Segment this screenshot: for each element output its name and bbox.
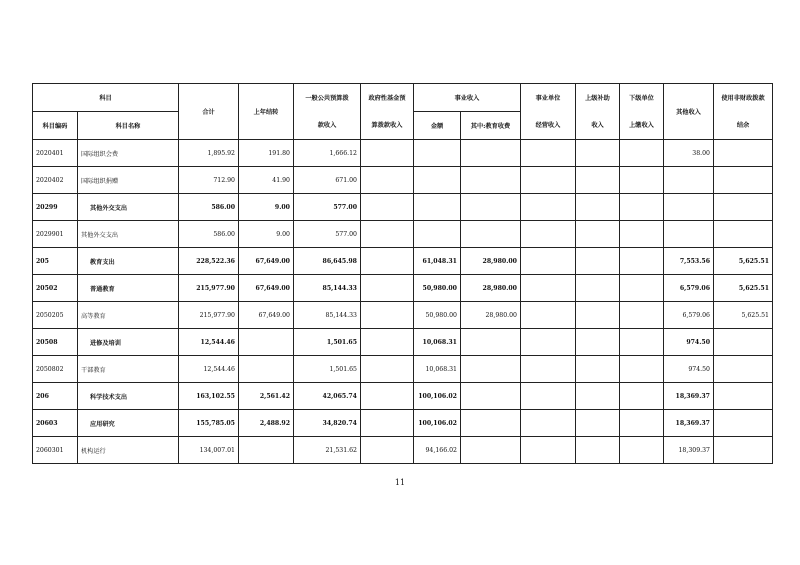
header-upper-subsidy-line2: 收入: [591, 121, 604, 129]
carry-cell: [239, 356, 294, 383]
subject-name-cell: 普通教育: [78, 275, 179, 302]
carry-cell: 191.80: [239, 140, 294, 167]
subject-code-cell: 20502: [33, 275, 78, 302]
other-income-cell: 6,579.06: [664, 302, 714, 329]
header-subject-name: 科目名称: [78, 112, 179, 140]
other-income-cell: [664, 167, 714, 194]
upper-subsidy-cell: [576, 221, 620, 248]
subject-name-cell: 应用研究: [78, 410, 179, 437]
business-amount-cell: [414, 194, 461, 221]
education-fee-cell: [461, 410, 521, 437]
table-row: [33, 437, 773, 464]
education-fee-cell: 28,980.00: [461, 275, 521, 302]
header-gov-fund: [361, 84, 414, 140]
other-income-cell: 974.50: [664, 356, 714, 383]
header-total: 合计: [179, 84, 239, 140]
non-fiscal-cell: [714, 221, 773, 248]
table-row: [33, 140, 773, 167]
gov-fund-cell: [361, 248, 414, 275]
header-non-fiscal: [714, 84, 773, 140]
other-income-cell: 18,369.37: [664, 383, 714, 410]
business-amount-cell: [414, 167, 461, 194]
non-fiscal-cell: [714, 437, 773, 464]
general-budget-cell: 577.00: [294, 221, 361, 248]
header-unit-business-line2: 经营收入: [535, 121, 561, 129]
subject-code-cell: 2020401: [33, 140, 78, 167]
subject-name-cell: 教育支出: [78, 248, 179, 275]
non-fiscal-cell: [714, 194, 773, 221]
table-row: [33, 302, 773, 329]
non-fiscal-cell: [714, 140, 773, 167]
total-cell: 586.00: [179, 221, 239, 248]
total-cell: 155,785.05: [179, 410, 239, 437]
header-unit-business: [521, 84, 576, 140]
header-upper-subsidy-line1: 上级补助: [585, 94, 610, 102]
gov-fund-cell: [361, 437, 414, 464]
lower-unit-cell: [620, 167, 664, 194]
subject-code-cell: 2029901: [33, 221, 78, 248]
subject-code-cell: 2060301: [33, 437, 78, 464]
business-amount-cell: 100,106.02: [414, 410, 461, 437]
header-subject-code: 科目编码: [33, 112, 78, 140]
header-last-year-carry: 上年结转: [239, 84, 294, 140]
table-row: [33, 248, 773, 275]
table-row: [33, 167, 773, 194]
header-lower-unit-line1: 下级单位: [629, 94, 654, 102]
lower-unit-cell: [620, 356, 664, 383]
header-non-fiscal-line1: 使用非财政拨款: [721, 94, 765, 102]
lower-unit-cell: [620, 437, 664, 464]
carry-cell: [239, 329, 294, 356]
lower-unit-cell: [620, 275, 664, 302]
unit-business-cell: [521, 248, 576, 275]
header-other-income: 其他收入: [664, 84, 714, 140]
header-general-budget: [294, 84, 361, 140]
upper-subsidy-cell: [576, 437, 620, 464]
gov-fund-cell: [361, 302, 414, 329]
upper-subsidy-cell: [576, 167, 620, 194]
subject-name-cell: 科学技术支出: [78, 383, 179, 410]
header-general-budget-line1: 一般公共预算拨: [305, 94, 349, 102]
subject-name-cell: 国际组织捐赠: [78, 167, 179, 194]
header-non-fiscal-line2: 结余: [736, 121, 750, 129]
header-lower-unit: [620, 84, 664, 140]
subject-code-cell: 2050802: [33, 356, 78, 383]
total-cell: 586.00: [179, 194, 239, 221]
general-budget-cell: 1,501.65: [294, 329, 361, 356]
upper-subsidy-cell: [576, 194, 620, 221]
other-income-cell: [664, 194, 714, 221]
education-fee-cell: 28,980.00: [461, 302, 521, 329]
upper-subsidy-cell: [576, 329, 620, 356]
total-cell: 228,522.36: [179, 248, 239, 275]
upper-subsidy-cell: [576, 410, 620, 437]
gov-fund-cell: [361, 383, 414, 410]
total-cell: 1,895.92: [179, 140, 239, 167]
total-cell: 12,544.46: [179, 329, 239, 356]
general-budget-cell: 34,820.74: [294, 410, 361, 437]
table-row: [33, 275, 773, 302]
gov-fund-cell: [361, 329, 414, 356]
lower-unit-cell: [620, 194, 664, 221]
gov-fund-cell: [361, 140, 414, 167]
education-fee-cell: 28,980.00: [461, 248, 521, 275]
lower-unit-cell: [620, 248, 664, 275]
total-cell: 163,102.55: [179, 383, 239, 410]
carry-cell: 9.00: [239, 221, 294, 248]
table-row: [33, 221, 773, 248]
education-fee-cell: [461, 140, 521, 167]
unit-business-cell: [521, 140, 576, 167]
education-fee-cell: [461, 194, 521, 221]
subject-name-cell: 其他外交支出: [78, 221, 179, 248]
subject-name-cell: 进修及培训: [78, 329, 179, 356]
general-budget-cell: 1,501.65: [294, 356, 361, 383]
subject-name-cell: 干部教育: [78, 356, 179, 383]
business-amount-cell: 61,048.31: [414, 248, 461, 275]
carry-cell: 9.00: [239, 194, 294, 221]
upper-subsidy-cell: [576, 356, 620, 383]
gov-fund-cell: [361, 410, 414, 437]
business-amount-cell: 10,068.31: [414, 356, 461, 383]
lower-unit-cell: [620, 140, 664, 167]
general-budget-cell: 1,666.12: [294, 140, 361, 167]
non-fiscal-cell: [714, 410, 773, 437]
table-row: [33, 329, 773, 356]
header-gov-fund-line2: 算拨款收入: [371, 121, 403, 129]
general-budget-cell: 85,144.33: [294, 302, 361, 329]
total-cell: 215,977.90: [179, 275, 239, 302]
header-business-income: 事业收入: [414, 84, 521, 112]
other-income-cell: 18,309.37: [664, 437, 714, 464]
unit-business-cell: [521, 275, 576, 302]
unit-business-cell: [521, 383, 576, 410]
lower-unit-cell: [620, 302, 664, 329]
subject-code-cell: 2050205: [33, 302, 78, 329]
subject-code-cell: 20299: [33, 194, 78, 221]
education-fee-cell: [461, 221, 521, 248]
general-budget-cell: 86,645.98: [294, 248, 361, 275]
upper-subsidy-cell: [576, 302, 620, 329]
general-budget-cell: 85,144.33: [294, 275, 361, 302]
header-general-budget-line2: 款收入: [317, 121, 337, 129]
unit-business-cell: [521, 329, 576, 356]
table-row: [33, 194, 773, 221]
education-fee-cell: [461, 329, 521, 356]
general-budget-cell: 577.00: [294, 194, 361, 221]
unit-business-cell: [521, 194, 576, 221]
non-fiscal-cell: 5,625.51: [714, 302, 773, 329]
lower-unit-cell: [620, 329, 664, 356]
carry-cell: [239, 437, 294, 464]
carry-cell: 67,649.00: [239, 248, 294, 275]
business-amount-cell: 100,106.02: [414, 383, 461, 410]
non-fiscal-cell: [714, 383, 773, 410]
gov-fund-cell: [361, 356, 414, 383]
total-cell: 12,544.46: [179, 356, 239, 383]
unit-business-cell: [521, 437, 576, 464]
business-amount-cell: [414, 221, 461, 248]
non-fiscal-cell: 5,625.51: [714, 275, 773, 302]
education-fee-cell: [461, 167, 521, 194]
other-income-cell: 18,369.37: [664, 410, 714, 437]
subject-code-cell: 20603: [33, 410, 78, 437]
header-lower-unit-line2: 上缴收入: [629, 121, 654, 129]
unit-business-cell: [521, 167, 576, 194]
non-fiscal-cell: 5,625.51: [714, 248, 773, 275]
education-fee-cell: [461, 437, 521, 464]
unit-business-cell: [521, 221, 576, 248]
header-unit-business-line1: 事业单位: [535, 94, 561, 102]
lower-unit-cell: [620, 221, 664, 248]
header-upper-subsidy: [576, 84, 620, 140]
carry-cell: 67,649.00: [239, 275, 294, 302]
header-amount: 金额: [414, 112, 461, 140]
table-body: [33, 140, 773, 464]
business-amount-cell: [414, 140, 461, 167]
other-income-cell: 974.50: [664, 329, 714, 356]
business-amount-cell: 50,980.00: [414, 302, 461, 329]
gov-fund-cell: [361, 221, 414, 248]
education-fee-cell: [461, 356, 521, 383]
other-income-cell: 6,579.06: [664, 275, 714, 302]
other-income-cell: 7,553.56: [664, 248, 714, 275]
subject-name-cell: 机构运行: [78, 437, 179, 464]
unit-business-cell: [521, 302, 576, 329]
other-income-cell: 38.00: [664, 140, 714, 167]
non-fiscal-cell: [714, 167, 773, 194]
upper-subsidy-cell: [576, 275, 620, 302]
education-fee-cell: [461, 383, 521, 410]
business-amount-cell: 50,980.00: [414, 275, 461, 302]
total-cell: 712.90: [179, 167, 239, 194]
table-row: [33, 356, 773, 383]
subject-code-cell: 20508: [33, 329, 78, 356]
lower-unit-cell: [620, 410, 664, 437]
non-fiscal-cell: [714, 356, 773, 383]
unit-business-cell: [521, 410, 576, 437]
header-education-fee: 其中:教育收费: [461, 112, 521, 140]
general-budget-cell: 21,531.62: [294, 437, 361, 464]
total-cell: 215,977.90: [179, 302, 239, 329]
general-budget-cell: 42,065.74: [294, 383, 361, 410]
budget-table: [32, 83, 773, 464]
header-gov-fund-line1: 政府性基金预: [368, 94, 406, 102]
total-cell: 134,007.01: [179, 437, 239, 464]
non-fiscal-cell: [714, 329, 773, 356]
gov-fund-cell: [361, 167, 414, 194]
business-amount-cell: 94,166.02: [414, 437, 461, 464]
subject-code-cell: 2020402: [33, 167, 78, 194]
carry-cell: 2,488.92: [239, 410, 294, 437]
lower-unit-cell: [620, 383, 664, 410]
carry-cell: 41.90: [239, 167, 294, 194]
upper-subsidy-cell: [576, 383, 620, 410]
unit-business-cell: [521, 356, 576, 383]
subject-code-cell: 206: [33, 383, 78, 410]
table-row: [33, 410, 773, 437]
subject-name-cell: 其他外交支出: [78, 194, 179, 221]
gov-fund-cell: [361, 275, 414, 302]
carry-cell: 2,561.42: [239, 383, 294, 410]
subject-code-cell: 205: [33, 248, 78, 275]
page-number: 11: [394, 478, 406, 487]
other-income-cell: [664, 221, 714, 248]
subject-name-cell: 高等教育: [78, 302, 179, 329]
header-subject: 科目: [33, 84, 179, 112]
upper-subsidy-cell: [576, 140, 620, 167]
business-amount-cell: 10,068.31: [414, 329, 461, 356]
carry-cell: 67,649.00: [239, 302, 294, 329]
gov-fund-cell: [361, 194, 414, 221]
table-row: [33, 383, 773, 410]
upper-subsidy-cell: [576, 248, 620, 275]
general-budget-cell: 671.00: [294, 167, 361, 194]
subject-name-cell: 国际组织会费: [78, 140, 179, 167]
